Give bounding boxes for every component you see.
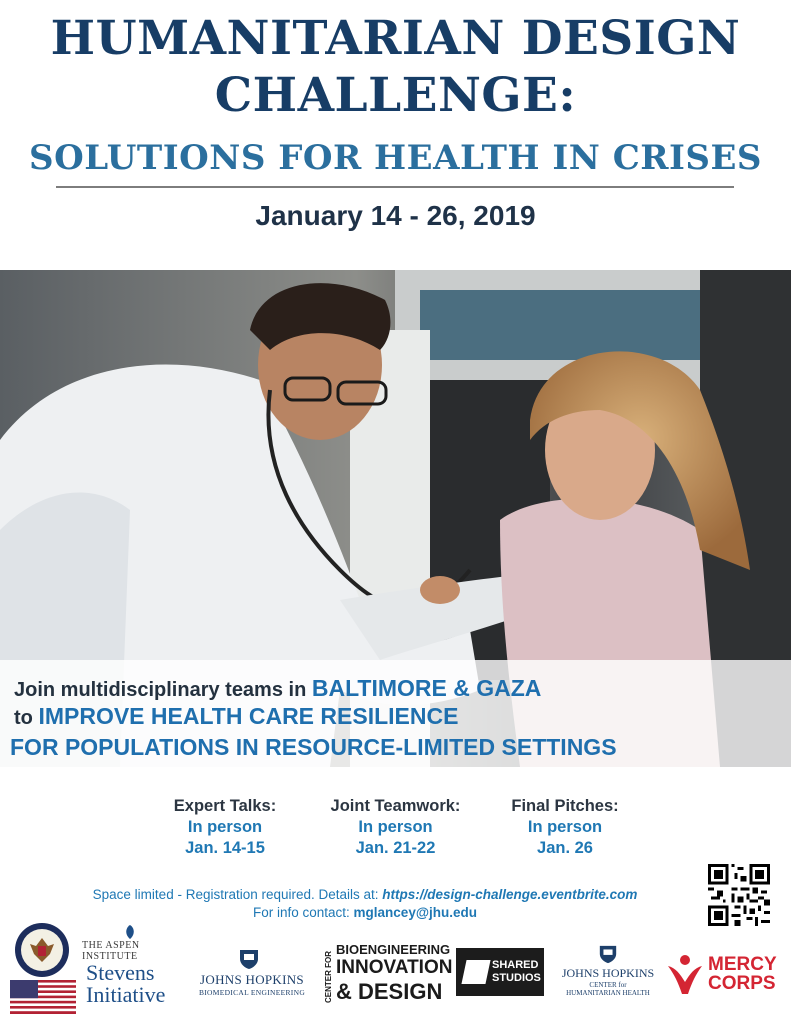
- title-line-1: HUMANITARIAN DESIGN: [50, 11, 741, 66]
- jhu-shield-icon: [238, 948, 260, 970]
- schedule-title: Final Pitches:: [511, 797, 619, 815]
- schedule-expert-talks: [160, 796, 290, 859]
- jhu-bme-logo: JOHNS HOPKINS BIOMEDICAL ENGINEERING: [198, 972, 306, 997]
- jhu-shield-icon: [598, 944, 618, 964]
- schedule-joint-teamwork: [323, 796, 468, 859]
- event-dates: January 14 - 26, 2019: [255, 200, 536, 231]
- us-seal-icon: [14, 922, 70, 978]
- aspen-institute-logo: THE ASPEN INSTITUTE: [82, 940, 140, 962]
- schedule-dates: Jan. 26: [537, 839, 593, 857]
- tagline-location: BALTIMORE & GAZA: [311, 675, 542, 701]
- cbid-logo: CENTER FOR BIOENGINEERING INNOVATION & DESIGN: [324, 942, 453, 1004]
- schedule-mode: In person: [527, 818, 603, 836]
- tagline-line-1: Join multidisciplinary teams in BALTIMORE & GAZA: [14, 675, 542, 701]
- schedule-mode: In person: [358, 818, 433, 836]
- us-flag-icon: [10, 980, 76, 1014]
- registration-info: Space limited - Registration required. Details at: https://design-challenge.eventbrite.com: [92, 887, 638, 902]
- shared-studios-logo: SHARED STUDIOS: [456, 948, 544, 996]
- contact-email-link[interactable]: mglancey@jhu.edu: [353, 905, 477, 920]
- jhu-humanitarian-health-logo: JOHNS HOPKINS CENTER for HUMANITARIAN HEALTH: [561, 966, 655, 997]
- stevens-initiative-logo: Stevens Initiative: [86, 960, 166, 1007]
- qr-code-icon[interactable]: [708, 864, 770, 926]
- schedule-dates: Jan. 21-22: [355, 839, 436, 857]
- svg-text:CENTER FOR: CENTER FOR: [324, 951, 333, 1003]
- tagline-line-3: FOR POPULATIONS IN RESOURCE-LIMITED SETTINGS: [10, 734, 617, 760]
- title-line-2: CHALLENGE:: [214, 68, 577, 123]
- header-divider: [56, 186, 734, 188]
- schedule-title: Expert Talks:: [173, 797, 277, 815]
- mercy-corps-logo: MERCY CORPS: [664, 952, 784, 996]
- schedule-final-pitches: [500, 796, 630, 859]
- tagline-line-2: to IMPROVE HEALTH CARE RESILIENCE: [14, 703, 459, 729]
- schedule-mode: In person: [187, 818, 263, 836]
- subtitle: SOLUTIONS FOR HEALTH IN CRISES: [29, 138, 762, 178]
- aspen-leaf-icon: [122, 924, 138, 940]
- contact-info: For info contact: mglancey@jhu.edu: [253, 905, 477, 920]
- tagline-goal: IMPROVE HEALTH CARE RESILIENCE: [38, 703, 459, 729]
- registration-link[interactable]: https://design-challenge.eventbrite.com: [382, 887, 638, 902]
- schedule-dates: Jan. 14-15: [185, 839, 265, 857]
- schedule-title: Joint Teamwork:: [330, 797, 461, 815]
- mercy-corps-figure-icon: [664, 952, 706, 996]
